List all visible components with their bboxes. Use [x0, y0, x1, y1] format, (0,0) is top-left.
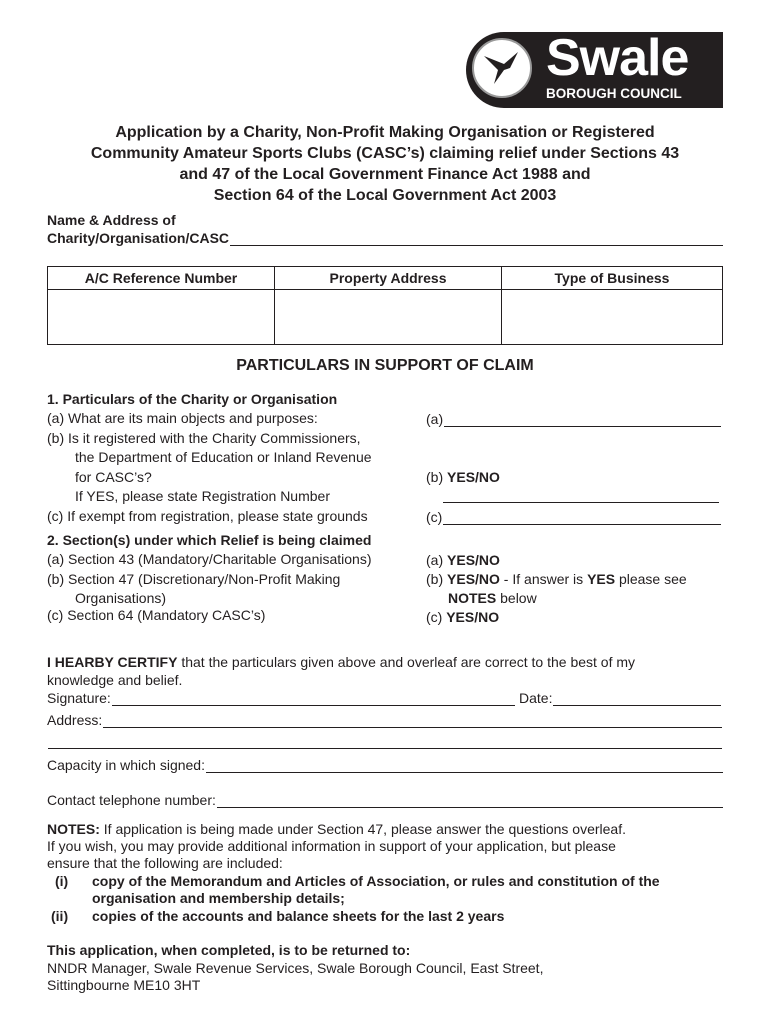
s2-answer-b[interactable]	[426, 570, 687, 590]
answer-a-field[interactable]	[426, 411, 721, 427]
answer-label: (b)	[426, 469, 444, 485]
s1-line: (b) Is it registered with the Charity Commissioners,	[47, 430, 361, 446]
s2-line: Organisations)	[75, 590, 167, 606]
note-text: - If answer is	[499, 571, 588, 587]
ac-reference-cell[interactable]	[48, 290, 275, 345]
title-line: Section 64 of the Local Government Act 2003	[213, 187, 557, 204]
notes-line2: If you wish, you may provide additional information in support of your application, but please	[47, 838, 616, 854]
s2-heading: 2. Section(s) under which Relief is being claimed	[47, 532, 372, 548]
s1-heading: 1. Particulars of the Charity or Organisation	[47, 391, 338, 407]
answer-c-line[interactable]	[443, 511, 721, 525]
logo-subtitle: BOROUGH COUNCIL	[546, 86, 682, 101]
title-line: and 47 of the Local Government Finance Act 1988 and	[179, 166, 591, 183]
type-of-business-cell[interactable]	[502, 290, 723, 345]
title-line: Application by a Charity, Non-Profit Making Organisation or Registered	[115, 124, 655, 141]
notes-item-1b: organisation and membership details;	[92, 890, 345, 906]
s1-line: the Department of Education or Inland Revenue	[75, 449, 372, 465]
date-label: Date:	[519, 690, 553, 706]
page-title	[30, 122, 740, 206]
registration-number-field[interactable]	[442, 489, 719, 503]
swallow-icon	[472, 38, 532, 98]
name-address-label2: Charity/Organisation/CASC	[47, 230, 230, 246]
s1-line: If YES, please state Registration Number	[75, 488, 330, 504]
s2-line: (a) Section 43 (Mandatory/Charitable Organisations)	[47, 551, 372, 567]
s2-answer-c[interactable]	[426, 608, 499, 628]
yes-no-option[interactable]: YES/NO	[446, 609, 500, 625]
answer-c-field[interactable]	[426, 509, 721, 525]
capacity-field[interactable]	[47, 757, 723, 773]
logo-name: Swale	[546, 29, 689, 87]
notes-line3: ensure that the following are included:	[47, 855, 283, 871]
date-line[interactable]	[553, 692, 721, 706]
certify-bold: I HEARBY CERTIFY	[47, 654, 178, 670]
note-yes: YES	[587, 571, 616, 587]
answer-a-line[interactable]	[444, 413, 721, 427]
yes-no-option[interactable]: YES/NO	[447, 571, 500, 587]
notes-item-number: (ii)	[51, 908, 69, 924]
answer-label: (b)	[426, 571, 444, 587]
property-address-cell[interactable]	[275, 290, 502, 345]
address-field-2[interactable]	[47, 735, 722, 749]
phone-line[interactable]	[217, 794, 723, 808]
answer-label: (a)	[426, 411, 444, 427]
title-line: Community Amateur Sports Clubs (CASC’s) claiming relief under Sections 43	[90, 145, 680, 162]
note-text: below	[496, 590, 537, 606]
s2-line: (c) Section 64 (Mandatory CASC’s)	[47, 607, 266, 623]
signature-field[interactable]	[47, 690, 515, 706]
note-text: please see	[615, 571, 687, 587]
property-table	[47, 266, 723, 345]
answer-label: (c)	[426, 509, 443, 525]
phone-field[interactable]	[47, 792, 723, 808]
address-line-2[interactable]	[48, 735, 722, 749]
swale-logo	[466, 29, 723, 108]
capacity-line[interactable]	[206, 759, 723, 773]
signature-line[interactable]	[112, 692, 515, 706]
s1-line: (a) What are its main objects and purposes:	[47, 410, 318, 426]
address-label: Address:	[47, 712, 103, 728]
certify-line2: knowledge and belief.	[47, 672, 183, 688]
notes-item-2: copies of the accounts and balance sheets for the last 2 years	[92, 908, 505, 924]
col-header: Property Address	[275, 267, 502, 290]
phone-label: Contact telephone number:	[47, 792, 216, 808]
notes-text: If application is being made under Section 47, please answer the questions overleaf.	[99, 821, 626, 837]
return-address-line: Sittingbourne ME10 3HT	[47, 977, 201, 993]
s1-line: (c) If exempt from registration, please state grounds	[47, 508, 368, 524]
name-address-label: Name & Address of	[47, 212, 176, 228]
name-address-line[interactable]	[230, 232, 723, 246]
address-field[interactable]	[47, 712, 722, 728]
notes-line1	[47, 821, 626, 839]
yes-no-option[interactable]: YES/NO	[447, 552, 500, 568]
notes-bold: NOTES:	[47, 821, 100, 837]
answer-label: (a)	[426, 552, 444, 568]
capacity-label: Capacity in which signed:	[47, 757, 205, 773]
answer-b[interactable]	[426, 468, 500, 488]
signature-label: Signature:	[47, 690, 111, 706]
certify-line: that the particulars given above and overleaf are correct to the best of my	[177, 654, 636, 670]
return-heading: This application, when completed, is to be returned to:	[47, 942, 411, 958]
col-header: A/C Reference Number	[48, 267, 275, 290]
certify-text	[47, 653, 635, 673]
col-header: Type of Business	[502, 267, 723, 290]
notes-item-1: copy of the Memorandum and Articles of Association, or rules and constitution of the	[92, 873, 660, 889]
address-line[interactable]	[103, 714, 722, 728]
s2-line: (b) Section 47 (Discretionary/Non-Profit Making	[47, 571, 341, 587]
return-address-line: NNDR Manager, Swale Revenue Services, Swale Borough Council, East Street,	[47, 960, 544, 976]
notes-item-number: (i)	[55, 873, 69, 889]
date-field[interactable]	[519, 690, 721, 706]
answer-label: (c)	[426, 609, 443, 625]
s2-answer-a[interactable]	[426, 551, 500, 571]
registration-number-line[interactable]	[443, 489, 719, 503]
notes-ref: NOTES	[448, 590, 497, 606]
yes-no-option[interactable]: YES/NO	[447, 469, 500, 485]
s2-answer-b-note	[448, 589, 537, 609]
s1-line: for CASC’s?	[75, 469, 152, 485]
name-address-field[interactable]	[47, 230, 723, 246]
section-heading: PARTICULARS IN SUPPORT OF CLAIM	[236, 357, 534, 374]
